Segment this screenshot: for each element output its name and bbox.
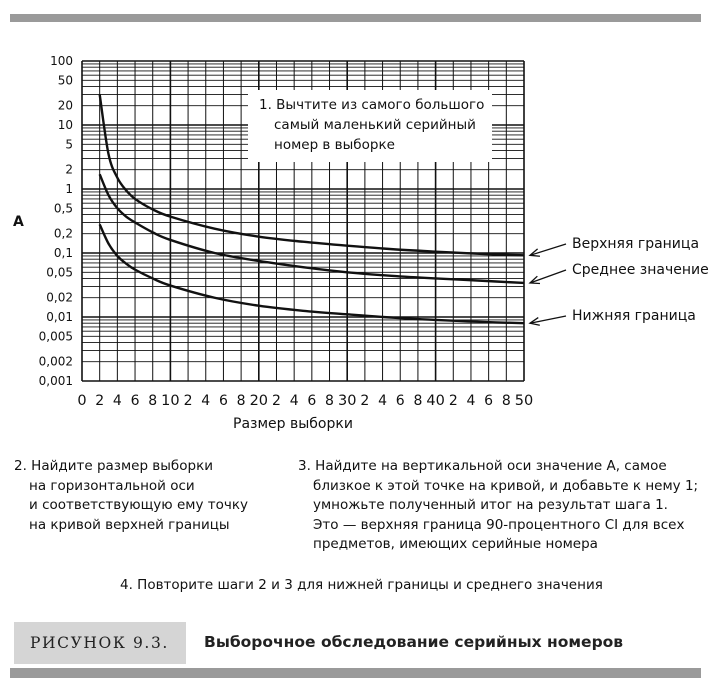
- x-tick-label: 2: [360, 393, 370, 409]
- y-tick-label: 0,001: [38, 374, 73, 388]
- step-line: 4. Повторите шаги 2 и 3 для нижней границы и среднего значения: [120, 577, 603, 593]
- step-line: умножьте полученный итог на результат шага 1.: [313, 497, 668, 513]
- series-label: Нижняя граница: [572, 308, 696, 324]
- figure-caption: Выборочное обследование серийных номеров: [204, 633, 624, 651]
- annotation-arrow-line: [530, 270, 566, 283]
- x-tick-label: 4: [112, 393, 122, 409]
- y-tick-label: 0,01: [46, 310, 73, 324]
- y-tick-label: 100: [50, 54, 73, 68]
- figure-label: РИСУНОК 9.3.: [14, 622, 186, 664]
- instruction-note-box: [248, 90, 492, 162]
- step-3-text: [298, 457, 698, 555]
- x-tick-label: 2: [183, 393, 193, 409]
- x-tick-label: 20: [249, 393, 269, 409]
- note-line: номер в выборке: [274, 137, 395, 153]
- y-tick-label: 0,5: [53, 201, 73, 216]
- step-line: на горизонтальной оси: [29, 477, 195, 494]
- x-tick-label: 10: [161, 393, 180, 409]
- note-line: самый маленький серийный: [274, 117, 476, 133]
- step-2-text: [14, 457, 279, 535]
- step-line: 2. Найдите размер выборки: [14, 458, 214, 474]
- y-tick-label: 20: [57, 98, 73, 113]
- x-tick-label: 4: [201, 393, 211, 409]
- x-tick-label: 4: [466, 393, 476, 409]
- y-axis-title: A: [13, 214, 24, 230]
- x-tick-label: 50: [514, 393, 534, 409]
- x-tick-label: 8: [236, 393, 246, 409]
- annotation-arrow-line: [530, 244, 566, 255]
- x-tick-label: 2: [448, 393, 458, 409]
- x-tick-label: 8: [501, 393, 511, 409]
- x-tick-label: 0: [77, 393, 87, 409]
- x-tick-label: 6: [307, 393, 317, 409]
- step-line: на кривой верхней границы: [29, 516, 230, 533]
- y-tick-label: 0,05: [46, 265, 73, 280]
- y-tick-label: 1: [65, 182, 73, 196]
- step-line: близкое к этой точке на кривой, и добавьте к нему 1;: [313, 477, 699, 494]
- step-line: и соответствующую ему точку: [29, 497, 248, 513]
- x-tick-label: 6: [395, 393, 405, 409]
- y-tick-label: 0,002: [38, 354, 73, 369]
- x-tick-label: 2: [272, 393, 281, 409]
- y-axis-tick-labels: [39, 54, 73, 388]
- step-line: 3. Найдите на вертикальной оси значение A, самое: [298, 458, 667, 474]
- x-tick-label: 8: [148, 393, 158, 409]
- x-tick-label: 2: [95, 393, 105, 409]
- y-tick-label: 0,02: [46, 290, 73, 305]
- x-axis-tick-labels: [77, 393, 533, 409]
- x-tick-label: 30: [337, 393, 357, 409]
- y-tick-label: 50: [57, 73, 73, 88]
- y-tick-label: 5: [65, 137, 73, 152]
- y-tick-label: 0,005: [38, 329, 73, 344]
- step-4-text: [120, 576, 640, 596]
- series-label: Верхняя граница: [572, 236, 700, 252]
- y-tick-label: 0,1: [53, 246, 73, 260]
- x-tick-label: 4: [289, 393, 299, 409]
- series-annotations: [530, 236, 709, 325]
- x-tick-label: 6: [484, 393, 494, 409]
- x-tick-label: 8: [413, 393, 423, 409]
- y-tick-label: 2: [65, 162, 73, 177]
- x-axis-title: Размер выборки: [233, 416, 353, 432]
- series-label: Среднее значение: [572, 262, 709, 278]
- x-tick-label: 40: [426, 393, 445, 409]
- x-tick-label: 8: [325, 393, 334, 409]
- note-line: 1. Вычтите из самого большого: [259, 97, 485, 113]
- bottom-decorative-bar: [10, 668, 701, 678]
- x-tick-label: 4: [378, 393, 388, 409]
- step-line: Это — верхняя граница 90-процентного CI для всех: [313, 516, 685, 533]
- x-tick-label: 6: [218, 393, 228, 409]
- y-tick-label: 10: [57, 118, 73, 132]
- x-tick-label: 6: [130, 393, 140, 409]
- step-line: предметов, имеющих серийные номера: [313, 536, 598, 552]
- y-tick-label: 0,2: [53, 226, 73, 241]
